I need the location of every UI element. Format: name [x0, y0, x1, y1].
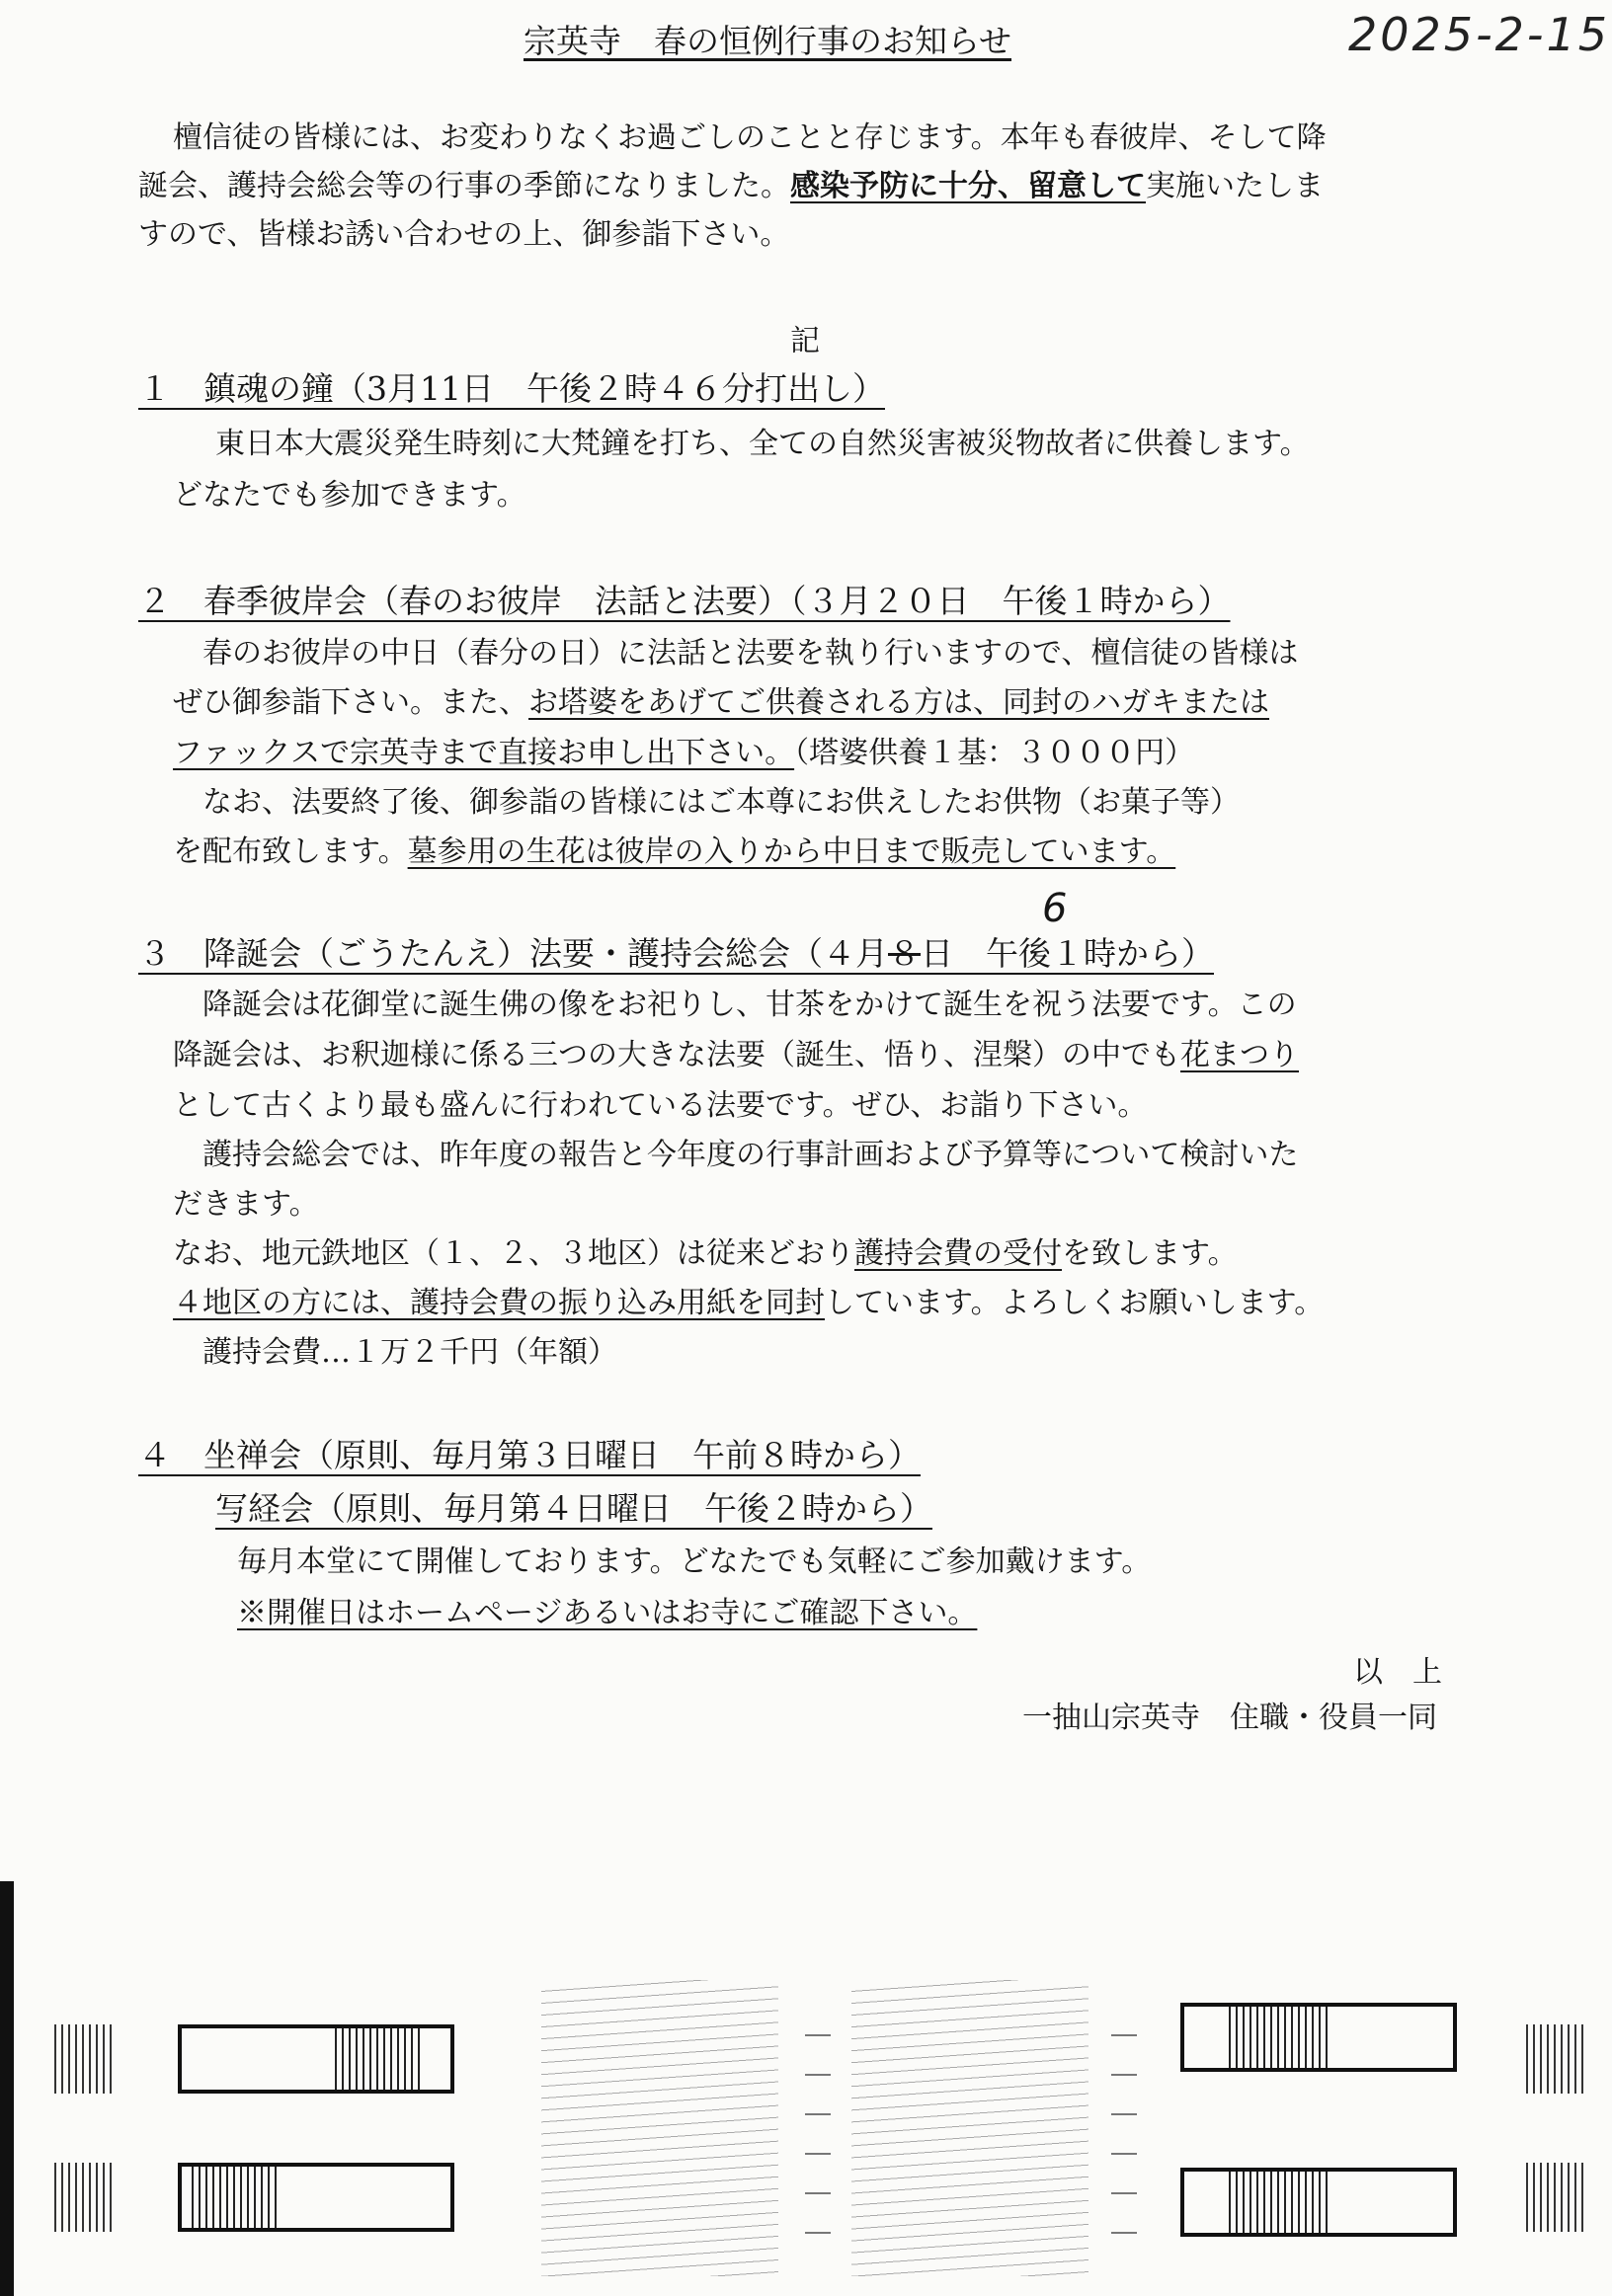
- section-3-line-2: 降誕会は、お釈迦様に係る三つの大きな法要（誕生、悟り、涅槃）の中でも花まつり: [173, 1038, 1299, 1072]
- section-2-line-2: ぜひ御参詣下さい。また、お塔婆をあげてご供養される方は、同封のハガキまたは: [173, 685, 1269, 720]
- barcode-ticks-bottom-left: [54, 2163, 114, 2232]
- section-3-line-5: だきます。: [173, 1187, 319, 1222]
- intro-line-1: 檀信徒の皆様には、お変わりなくお過ごしのことと存じます。本年も春彼岸、そして降: [173, 120, 1327, 155]
- section-2-heading: ２ 春季彼岸会（春のお彼岸 法話と法要）（３月２０日 午後１時から）: [138, 582, 1231, 620]
- dash-mark: [805, 2153, 831, 2155]
- ki-mark: 記: [790, 324, 820, 358]
- section-3-line-6: なお、地元鉄地区（１、２、３地区）は従来どおり護持会費の受付を致します。: [173, 1236, 1238, 1271]
- section-3-heading: ３ 降誕会（ごうたんえ）法要・護持会総会（４月８日 午後１時から）: [138, 934, 1214, 973]
- flower-sale-note: 墓参用の生花は彼岸の入りから中日まで販売しています。: [407, 834, 1176, 869]
- infection-prevention-note: 感染予防に十分、留意して: [790, 169, 1146, 203]
- section-2-line-1: 春のお彼岸の中日（春分の日）に法話と法要を執り行いますので、檀信徒の皆様は: [202, 636, 1299, 671]
- ruled-lines-left: [541, 1980, 778, 2276]
- page-title: 宗英寺 春の恒例行事のお知らせ: [524, 22, 1012, 60]
- section-4-line-1: 毎月本堂にて開催しております。どなたでも気軽にご参加戴けます。: [237, 1544, 1152, 1579]
- intro-line-2: 誕会、護持会総会等の行事の季節になりました。感染予防に十分、留意して実施いたしま: [138, 169, 1324, 203]
- form-box-top-right: [1180, 2003, 1457, 2072]
- barcode-ticks-bottom-right: [1526, 2163, 1585, 2232]
- stupa-request-note: お塔婆をあげてご供養される方は、同封のハガキまたは: [528, 685, 1269, 720]
- section-2-line-4: なお、法要終了後、御参詣の皆様にはご本尊にお供えしたお供物（お菓子等）: [202, 785, 1240, 820]
- ruled-lines-right: [851, 1980, 1088, 2276]
- intro-line-3: すので、皆様お誘い合わせの上、御参詣下さい。: [138, 217, 790, 252]
- barcode-ticks-top-left: [54, 2024, 114, 2094]
- dash-mark: [805, 2074, 831, 2076]
- section-4-heading-2: 写経会（原則、毎月第４日曜日 午後２時から）: [215, 1489, 932, 1528]
- hanamatsuri-note: 花まつり: [1180, 1038, 1299, 1072]
- section-1-line-2: どなたでも参加できます。: [173, 478, 526, 513]
- form-box-bottom-left: [178, 2163, 454, 2232]
- section-4-heading-1: ４ 坐禅会（原則、毎月第３日曜日 午前８時から）: [138, 1436, 921, 1474]
- dash-mark: [1111, 2074, 1137, 2076]
- section-2-line-3: ファックスで宗英寺まで直接お申し出下さい。（塔婆供養１基：３０００円）: [173, 736, 1195, 770]
- dash-mark: [1111, 2192, 1137, 2194]
- handwritten-date: 2025-2-15: [1348, 8, 1611, 61]
- section-3-line-1: 降誕会は花御堂に誕生佛の像をお祀りし、甘茶をかけて誕生を祝う法要です。この: [202, 988, 1297, 1022]
- handwritten-correction: 6: [1042, 886, 1068, 931]
- section-3-line-8: 護持会費…１万２千円（年額）: [202, 1335, 617, 1370]
- section-3-line-4: 護持会総会では、昨年度の報告と今年度の行事計画および予算等について検討いた: [202, 1138, 1299, 1172]
- dash-mark: [805, 2034, 831, 2036]
- barcode-ticks-top-right: [1526, 2024, 1585, 2094]
- form-box-bottom-right: [1180, 2168, 1457, 2237]
- dash-mark: [805, 2232, 831, 2234]
- dash-mark: [1111, 2232, 1137, 2234]
- struck-date: ８: [888, 934, 921, 973]
- section-3-line-3: として古くより最も盛んに行われている法要です。ぜひ、お詣り下さい。: [173, 1088, 1148, 1123]
- dash-mark: [1111, 2153, 1137, 2155]
- scan-edge-band: [0, 1881, 14, 2296]
- section-2-line-5: を配布致します。墓参用の生花は彼岸の入りから中日まで販売しています。: [173, 834, 1176, 869]
- section-1-line-1: 東日本大震災発生時刻に大梵鐘を打ち、全ての自然災害被災物故者に供養します。: [215, 427, 1310, 461]
- form-box-top-left: [178, 2024, 454, 2094]
- dash-mark: [805, 2113, 831, 2115]
- dash-mark: [1111, 2113, 1137, 2115]
- dash-mark: [1111, 2034, 1137, 2036]
- section-3-line-7: ４地区の方には、護持会費の振り込み用紙を同封しています。よろしくお願いします。: [173, 1286, 1325, 1320]
- signature: 一抽山宗英寺 住職・役員一同: [1022, 1701, 1437, 1735]
- dash-mark: [805, 2192, 831, 2194]
- section-1-heading: １ 鎮魂の鐘（3月11日 午後２時４６分打出し）: [138, 369, 885, 408]
- section-4-line-2: ※開催日はホームページあるいはお寺にご確認下さい。: [237, 1596, 978, 1630]
- closing-mark: 以 上: [1353, 1655, 1442, 1690]
